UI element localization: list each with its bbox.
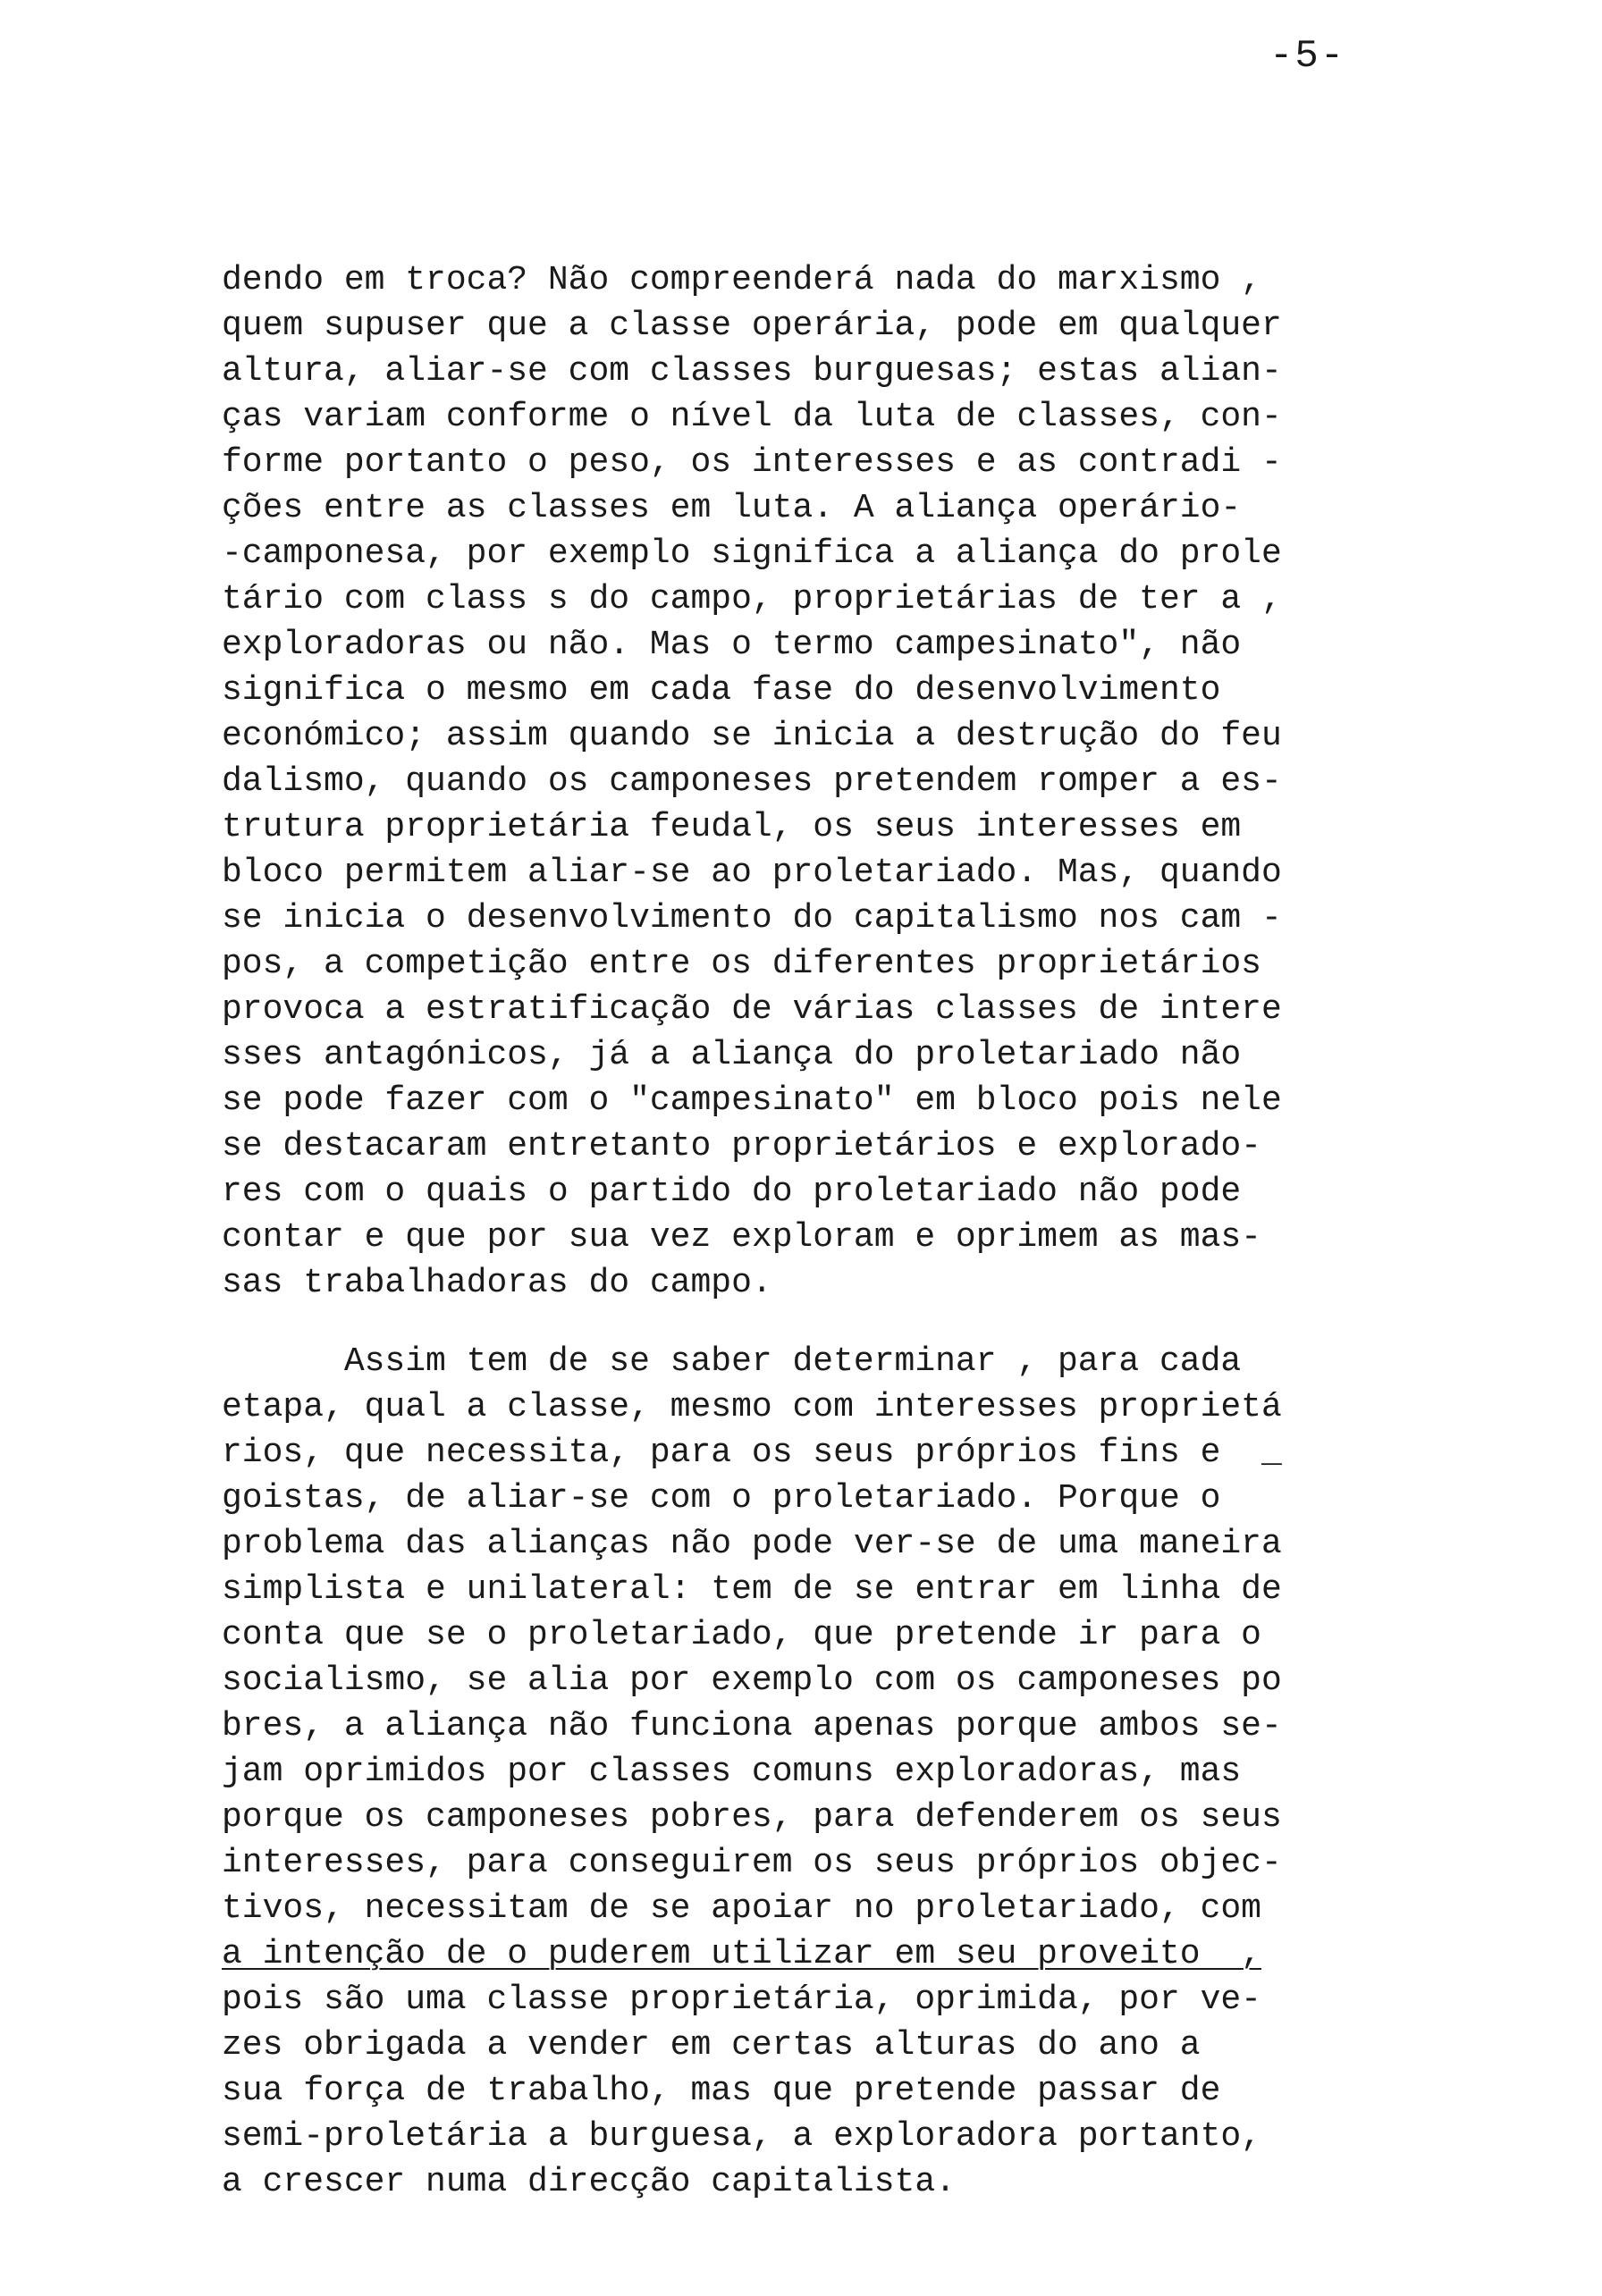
text-line: interesses, para conseguirem os seus próprios objec- [222,1844,1282,1882]
text-line-underlined: a intenção de o puderem utilizar em seu proveito , [222,1935,1261,1973]
text-line: socialismo, se alia por exemplo com os camponeses po [222,1661,1282,1700]
text-line: se destacaram entretanto proprietários e explorado- [222,1127,1261,1165]
text-line: dendo em troca? Não compreenderá nada do marxismo , [222,261,1261,299]
text-line: altura, aliar-se com classes burguesas; estas alian- [222,352,1282,391]
text-line: dalismo, quando os camponeses pretendem romper a es- [222,762,1282,801]
text-line: provoca a estratificação de várias classes de intere [222,990,1282,1029]
text-line: exploradoras ou não. Mas o termo campesinato", não [222,626,1242,664]
text-line: Assim tem de se saber determinar , para cada [222,1342,1242,1381]
text-line: jam oprimidos por classes comuns exploradoras, mas [222,1753,1242,1791]
text-line: trutura proprietária feudal, os seus interesses em [222,808,1242,846]
text-line: tivos, necessitam de se apoiar no proletariado, com [222,1889,1261,1928]
text-line: se inicia o desenvolvimento do capitalismo nos cam - [222,899,1282,938]
text-line: sua força de trabalho, mas que pretende passar de [222,2072,1221,2110]
text-line: sas trabalhadoras do campo. [222,1264,772,1302]
text-line: goistas, de aliar-se com o proletariado. Porque o [222,1479,1221,1518]
page-number: -5- [1269,34,1346,79]
text-line: se pode fazer com o "campesinato" em bloco pois nele [222,1081,1282,1120]
text-line: res com o quais o partido do proletariado não pode [222,1173,1242,1211]
text-line: etapa, qual a classe, mesmo com interesses proprietá [222,1388,1282,1426]
paragraph-2 [222,1248,1282,2296]
paragraph-1 [222,166,1282,1397]
text-line: conta que se o proletariado, que pretende ir para o [222,1616,1261,1654]
text-line: problema das alianças não pode ver-se de uma maneira [222,1525,1282,1563]
text-line: zes obrigada a vender em certas alturas do ano a [222,2026,1201,2065]
text-line: económico; assim quando se inicia a destrução do feu [222,717,1282,755]
text-line: forme portanto o peso, os interesses e as contradi - [222,443,1282,482]
text-line: pois são uma classe proprietária, oprimida, por ve- [222,1981,1261,2019]
text-line: tário com class s do campo, proprietárias de ter a , [222,580,1282,618]
text-line: a crescer numa direcção capitalista. [222,2163,956,2201]
text-line: contar e que por sua vez exploram e oprimem as mas- [222,1218,1261,1257]
text-line: rios, que necessita, para os seus próprios fins e _ [222,1434,1282,1472]
text-line: bres, a aliança não funciona apenas porque ambos se- [222,1707,1282,1745]
text-line: simplista e unilateral: tem de se entrar em linha de [222,1570,1282,1609]
text-line: -camponesa, por exemplo significa a aliança do prole [222,534,1282,573]
text-line: quem supuser que a classe operária, pode em qualquer [222,307,1282,345]
text-line: ções entre as classes em luta. A aliança operário- [222,489,1242,527]
text-line: pos, a competição entre os diferentes proprietários [222,945,1261,983]
text-line: porque os camponeses pobres, para defenderem os seus [222,1798,1282,1837]
text-line: ças variam conforme o nível da luta de classes, con- [222,398,1282,436]
text-line: semi-proletária a burguesa, a exploradora portanto, [222,2117,1261,2156]
text-line: sses antagónicos, já a aliança do proletariado não [222,1036,1242,1074]
text-line: bloco permitem aliar-se ao proletariado. Mas, quando [222,854,1282,892]
text-line: significa o mesmo em cada fase do desenvolvimento [222,671,1221,710]
